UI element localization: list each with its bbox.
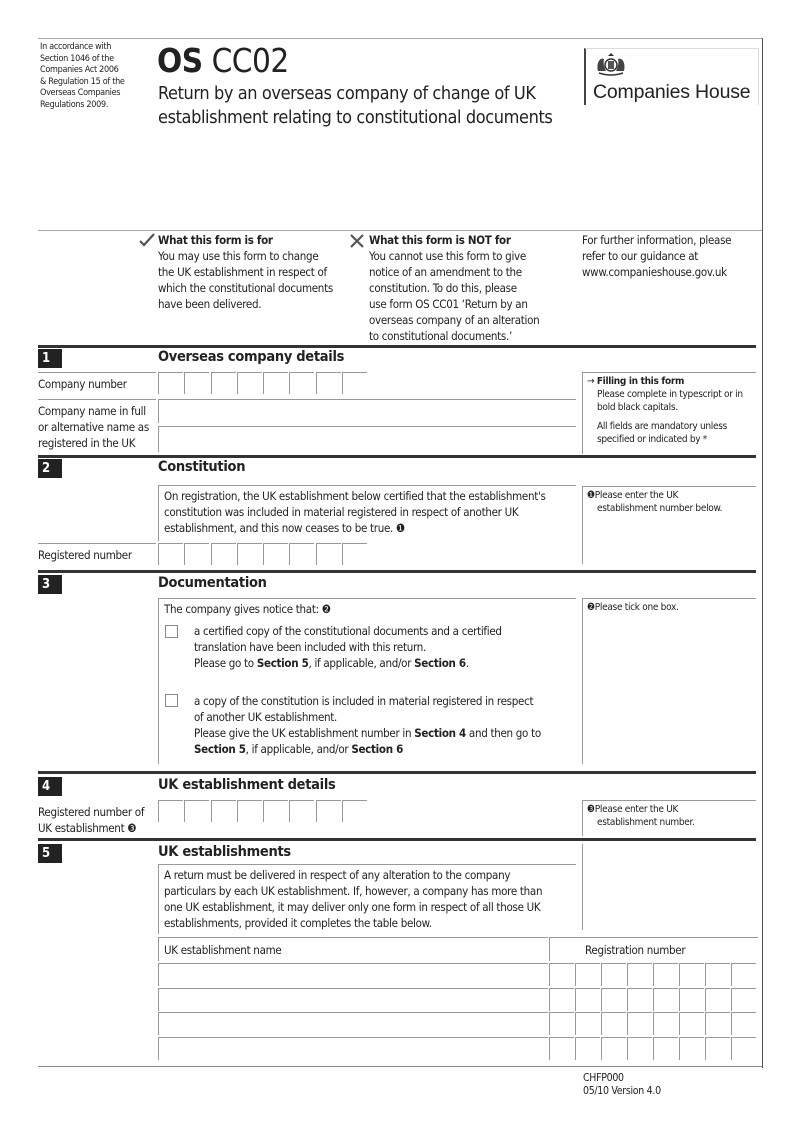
footer — [583, 1072, 661, 1098]
option-constitution-included-checkbox[interactable] — [165, 694, 178, 707]
registered-number-input[interactable] — [158, 543, 368, 565]
digit-box[interactable] — [289, 372, 314, 394]
option-certified-copy-checkbox[interactable] — [165, 625, 178, 638]
legal-note: In accordance with Section 1046 of the Companies Act 2006 & Regulation 15 of the Overseas Companies Regulations 2009. — [40, 42, 125, 110]
section-4-note: ❸Please enter the UK establishment number. — [582, 800, 756, 836]
form-title: Return by an overseas company of change of UK establishment relating to constitutional documents — [158, 83, 553, 128]
uk-establishment-number-label: Registered number of UK establishment ❸ — [38, 805, 145, 835]
section-3-title: Documentation — [158, 575, 267, 591]
option-constitution-included-text: a copy of the constitution is included in material registered in respect of another UK establishment. Please give the UK establishment number in Section 4 and then go to Section 5, if applicable, and/or Section 6 — [194, 694, 541, 756]
logo-text: Companies House — [593, 81, 751, 103]
section-1-title: Overseas company details — [158, 349, 345, 365]
registration-digit-box[interactable] — [575, 988, 600, 1011]
note-marker-3: ❸ — [127, 821, 137, 835]
digit-box[interactable] — [211, 543, 236, 565]
registration-digit-box[interactable] — [731, 988, 756, 1011]
digit-box[interactable] — [316, 543, 341, 565]
registration-digit-box[interactable] — [679, 963, 704, 986]
digit-box[interactable] — [316, 372, 341, 394]
registration-digit-box[interactable] — [627, 963, 652, 986]
row-rule — [38, 399, 156, 400]
filling-in-note: → Filling in this form Please complete in typescript or in bold black capitals. All fields are mandatory unless specified or indicated by * — [582, 372, 756, 454]
digit-box[interactable] — [184, 800, 209, 822]
cross-icon — [350, 234, 364, 248]
form-is-for: What this form is for You may use this form to change the UK establishment in respect of which the constitutional documents have been delivered. — [158, 233, 333, 311]
registration-digit-box[interactable] — [627, 1037, 652, 1060]
registration-digit-box[interactable] — [731, 963, 756, 986]
form-version: 05/10 Version 4.0 — [583, 1085, 661, 1097]
section-5-title: UK establishments — [158, 844, 291, 860]
registration-digit-box[interactable] — [705, 1012, 730, 1035]
form-code: OS CC02 — [157, 41, 289, 80]
right-frame — [762, 38, 763, 1068]
digit-box[interactable] — [342, 372, 367, 394]
establishment-name-input[interactable] — [158, 988, 548, 1011]
section-4-number: 4 — [38, 777, 62, 796]
registration-digit-box[interactable] — [549, 963, 574, 986]
registration-digit-box[interactable] — [705, 1037, 730, 1060]
registration-digit-box[interactable] — [575, 1012, 600, 1035]
digit-box[interactable] — [342, 800, 367, 822]
section-2-rule — [38, 455, 756, 458]
column-header-registration: Registration number — [549, 937, 758, 961]
documentation-box: The company gives notice that: ❷ — [158, 598, 576, 764]
note-marker-2: ❷ — [321, 602, 331, 616]
company-name-input-2[interactable] — [158, 426, 576, 452]
establishment-name-input[interactable] — [158, 1037, 548, 1060]
registration-digit-box[interactable] — [575, 1037, 600, 1060]
registration-digit-box[interactable] — [549, 1037, 574, 1060]
digit-box[interactable] — [263, 800, 288, 822]
registration-digit-box[interactable] — [601, 1037, 626, 1060]
company-name-label: Company name in full or alternative name as registered in the UK — [38, 404, 149, 450]
section-1-number: 1 — [38, 349, 62, 368]
constitution-text: On registration, the UK establishment below certified that the establishment's constitution was included in material registered in respect of another UK establishment, and this now ceases to be true. ❶ — [158, 485, 576, 541]
registration-digit-box[interactable] — [705, 963, 730, 986]
registration-digit-box[interactable] — [679, 988, 704, 1011]
top-rule — [38, 38, 762, 39]
establishment-name-input[interactable] — [158, 963, 548, 986]
establishment-name-input[interactable] — [158, 1012, 548, 1035]
digit-box[interactable] — [158, 372, 183, 394]
registration-digit-box[interactable] — [653, 963, 678, 986]
registration-digit-box[interactable] — [731, 1037, 756, 1060]
registration-digit-box[interactable] — [731, 1012, 756, 1035]
digit-box[interactable] — [184, 372, 209, 394]
company-name-input-1[interactable] — [158, 399, 576, 423]
section-4-rule — [38, 771, 756, 774]
digit-box[interactable] — [158, 800, 183, 822]
note-marker-1: ❶ — [396, 521, 406, 535]
section-2-number: 2 — [38, 459, 62, 478]
digit-box[interactable] — [289, 543, 314, 565]
digit-box[interactable] — [184, 543, 209, 565]
guidance-link[interactable]: www.companieshouse.gov.uk — [582, 265, 727, 279]
form-code-footer: CHFP000 — [583, 1072, 624, 1084]
registered-number-label: Registered number — [38, 548, 132, 562]
bottom-rule — [38, 1066, 762, 1067]
option-certified-copy-text: a certified copy of the constitutional documents and a certified translation have been included with this return. Please go to Section 5, if applicable, and/or Section 6. — [194, 624, 502, 670]
check-icon — [139, 233, 155, 247]
uk-establishments-text: A return must be delivered in respect of any alteration to the company particulars by each UK establishment. If, however, a company has more than one UK establishment, it may deliver only one form in respect of all those UK establishments, provided it completes the table below. — [158, 864, 576, 934]
row-rule — [38, 543, 156, 544]
company-number-label: Company number — [38, 377, 127, 391]
section-5-number: 5 — [38, 844, 62, 863]
info-rule — [578, 230, 756, 231]
registration-digit-box[interactable] — [653, 1012, 678, 1035]
registration-digit-box[interactable] — [705, 988, 730, 1011]
section-4-title: UK establishment details — [158, 777, 336, 793]
registration-digit-box[interactable] — [549, 1012, 574, 1035]
section-3-rule — [38, 570, 756, 573]
digit-box[interactable] — [289, 800, 314, 822]
digit-box[interactable] — [316, 800, 341, 822]
registration-digit-box[interactable] — [601, 963, 626, 986]
digit-box[interactable] — [211, 800, 236, 822]
registration-digit-box[interactable] — [627, 1012, 652, 1035]
registration-digit-box[interactable] — [601, 1012, 626, 1035]
registration-digit-box[interactable] — [627, 988, 652, 1011]
column-header-name: UK establishment name — [158, 937, 548, 961]
further-info: For further information, please refer to our guidance at www.companieshouse.gov.uk — [582, 233, 732, 279]
registration-digit-box[interactable] — [679, 1037, 704, 1060]
companies-house-logo — [584, 48, 759, 105]
digit-box[interactable] — [263, 372, 288, 394]
section-3-note: ❷Please tick one box. — [582, 598, 756, 764]
uk-establishment-number-input[interactable] — [158, 800, 368, 822]
arrow-right-icon: → — [587, 376, 595, 387]
form-is-not-for: What this form is NOT for You cannot use this form to give notice of an amendment to the constitution. To do this, please use form OS CC01 ‘Return by an overseas company of an alteration to constitutional documents.’ — [369, 233, 540, 343]
section-2-title: Constitution — [158, 459, 246, 475]
section-2-note: ❶Please enter the UK establishment number below. — [582, 486, 756, 564]
registration-digit-box[interactable] — [549, 988, 574, 1011]
digit-box[interactable] — [263, 543, 288, 565]
digit-box[interactable] — [211, 372, 236, 394]
section-5-rule — [38, 838, 756, 841]
registration-digit-box[interactable] — [653, 1037, 678, 1060]
section-3-number: 3 — [38, 575, 62, 594]
company-number-input[interactable] — [158, 372, 368, 394]
royal-coat-of-arms-icon — [594, 51, 628, 77]
digit-box[interactable] — [342, 543, 367, 565]
registration-digit-box[interactable] — [679, 1012, 704, 1035]
row-rule — [38, 372, 156, 373]
divider — [582, 844, 583, 930]
digit-box[interactable] — [237, 543, 262, 565]
registration-digit-box[interactable] — [601, 988, 626, 1011]
digit-box[interactable] — [158, 543, 183, 565]
digit-box[interactable] — [237, 800, 262, 822]
section-1-rule — [38, 345, 756, 348]
registration-digit-box[interactable] — [575, 963, 600, 986]
digit-box[interactable] — [237, 372, 262, 394]
registration-digit-box[interactable] — [653, 988, 678, 1011]
